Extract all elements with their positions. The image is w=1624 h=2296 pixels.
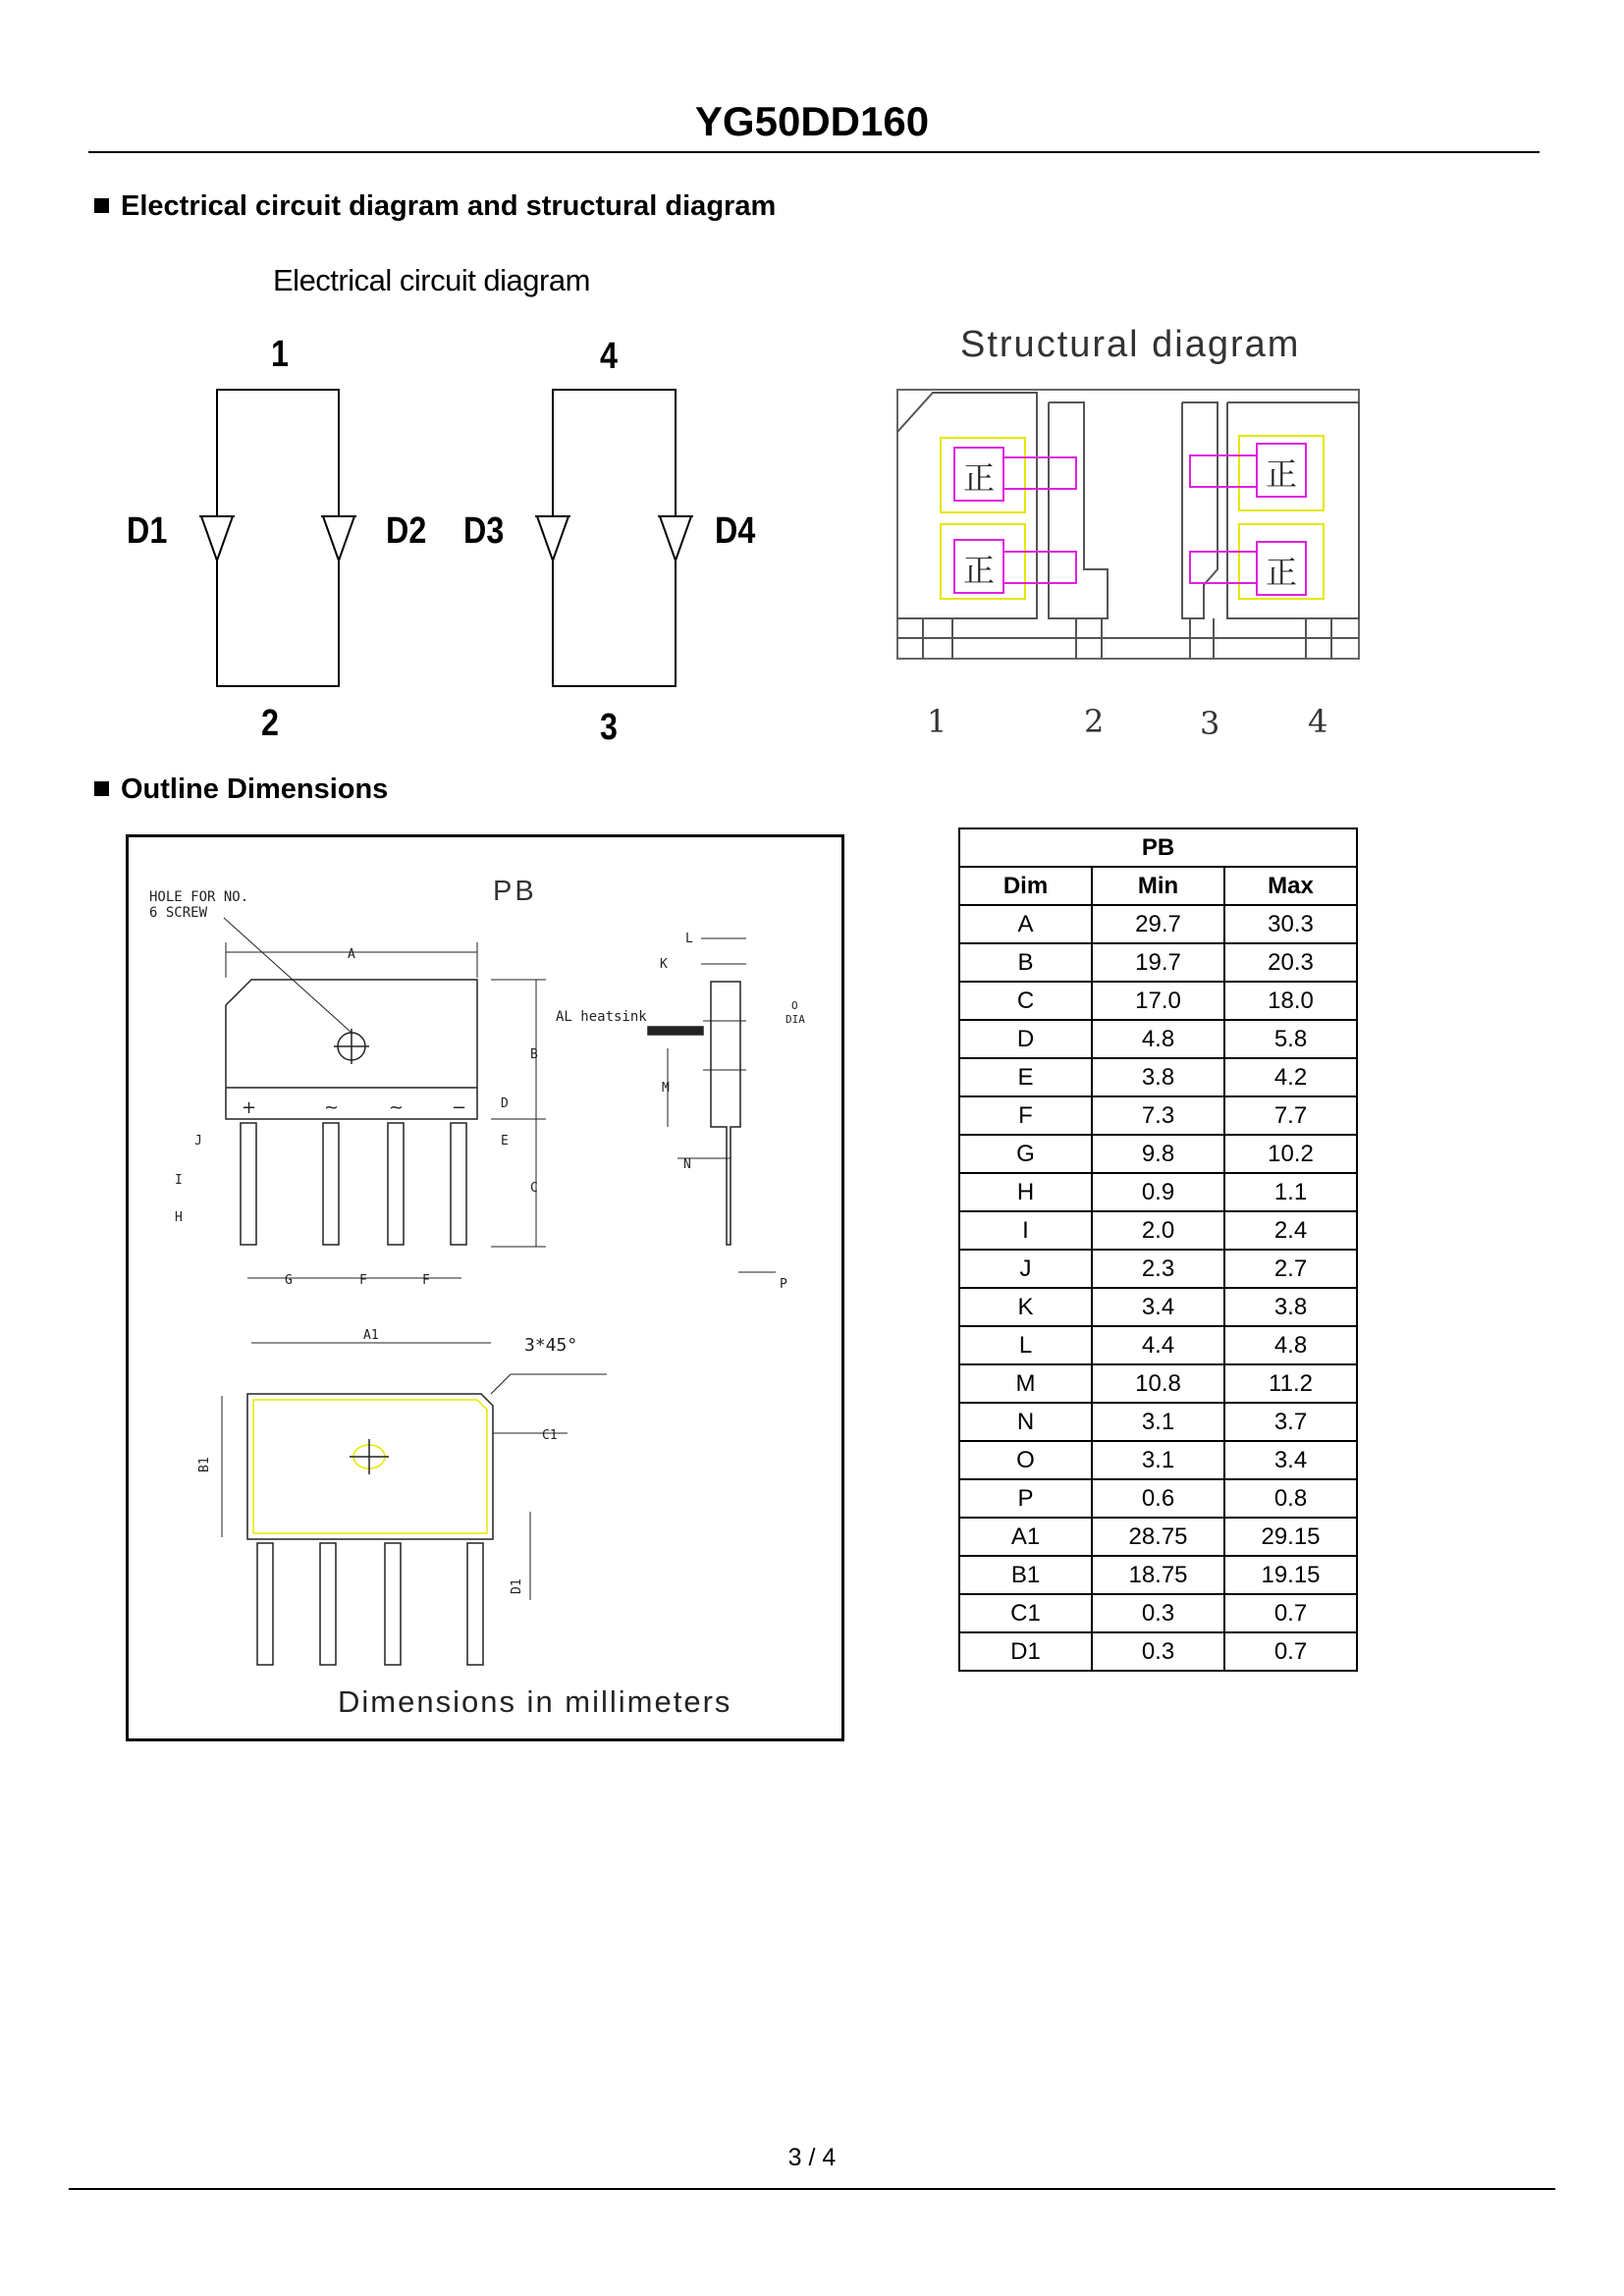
svg-text:N: N [683,1157,691,1172]
table-cell: 10.8 [1092,1364,1224,1403]
table-cell: B [959,943,1092,982]
svg-text:L: L [685,932,693,946]
struct-pin-1: 1 [927,703,947,740]
table-row [959,1173,1357,1211]
table-column-header: Dim [959,867,1092,905]
table-cell: A1 [959,1518,1092,1556]
svg-text:+: + [242,1097,257,1118]
circuit-pin-1: 1 [271,334,289,375]
heatsink-label: AL heatsink [556,1009,647,1025]
svg-text:A1: A1 [363,1328,379,1343]
table-cell: 29.15 [1224,1518,1357,1556]
bottom-rule [69,2188,1555,2190]
table-cell: 3.8 [1224,1288,1357,1326]
svg-text:K: K [660,957,668,972]
svg-text:F: F [359,1273,367,1288]
table-cell: 18.0 [1224,982,1357,1020]
svg-text:B1: B1 [197,1457,212,1472]
table-cell: A [959,905,1092,943]
table-row [959,1364,1357,1403]
chip-glyph-3: 正 [1266,455,1298,493]
table-cell: 3.1 [1092,1403,1224,1441]
table-cell: 7.3 [1092,1096,1224,1135]
svg-text:~: ~ [389,1097,405,1118]
table-cell: 17.0 [1092,982,1224,1020]
table-cell: 28.75 [1092,1518,1224,1556]
table-cell: 30.3 [1224,905,1357,943]
svg-text:E: E [501,1134,509,1148]
page-number: 3 / 4 [787,2144,837,2171]
o-dia-label-2: DIA [785,1013,805,1026]
table-cell: F [959,1096,1092,1135]
table-column-header: Max [1224,867,1357,905]
table-cell: C1 [959,1594,1092,1632]
svg-text:P: P [780,1277,787,1292]
table-row [959,1250,1357,1288]
table-cell: 19.7 [1092,943,1224,982]
table-column-header: Min [1092,867,1224,905]
structural-diagram-title: Structural diagram [960,324,1301,365]
table-cell: 7.7 [1224,1096,1357,1135]
table-cell: J [959,1250,1092,1288]
table-cell: N [959,1403,1092,1441]
circuit-pin-3: 3 [600,707,618,748]
table-cell: 20.3 [1224,943,1357,982]
struct-pin-2: 2 [1084,703,1105,740]
table-cell: 18.75 [1092,1556,1224,1594]
table-row [959,1326,1357,1364]
svg-text:D1: D1 [510,1578,524,1594]
svg-text:−: − [452,1097,467,1118]
diode-label-d1: D1 [127,510,168,552]
dimensions-units-note: Dimensions in millimeters [338,1684,732,1719]
table-cell: 0.3 [1092,1594,1224,1632]
table-cell: 4.4 [1092,1326,1224,1364]
diode-label-d3: D3 [463,510,505,552]
svg-text:C: C [530,1181,538,1196]
hole-note-line1: HOLE FOR NO. [149,889,249,905]
table-cell: D [959,1020,1092,1058]
table-row [959,982,1357,1020]
table-cell: 3.4 [1224,1441,1357,1479]
table-cell: 29.7 [1092,905,1224,943]
table-cell: 2.7 [1224,1250,1357,1288]
table-cell: 2.0 [1092,1211,1224,1250]
table-row [959,1594,1357,1632]
pin-polarity-marks [242,1097,466,1118]
table-cell: L [959,1326,1092,1364]
table-cell: 1.1 [1224,1173,1357,1211]
svg-text:A: A [348,947,355,962]
table-cell: 0.9 [1092,1173,1224,1211]
svg-text:D: D [501,1096,509,1111]
chip-glyph-4: 正 [1266,554,1298,591]
section-heading-outline-text: Outline Dimensions [121,774,389,805]
table-row [959,1020,1357,1058]
table-cell: 3.7 [1224,1403,1357,1441]
table-row [959,905,1357,943]
table-row [959,1632,1357,1671]
chamfer-label: 3*45° [524,1335,578,1356]
table-cell: 3.1 [1092,1441,1224,1479]
circuit-pin-4: 4 [600,336,618,377]
table-cell: G [959,1135,1092,1173]
table-row [959,1096,1357,1135]
table-cell: 2.4 [1224,1211,1357,1250]
table-cell: 0.7 [1224,1632,1357,1671]
table-cell: 11.2 [1224,1364,1357,1403]
table-row [959,1058,1357,1096]
o-dia-label-1: O [791,999,798,1012]
table-cell: 4.8 [1224,1326,1357,1364]
table-cell: B1 [959,1556,1092,1594]
table-row [959,1403,1357,1441]
table-cell: O [959,1441,1092,1479]
table-cell: K [959,1288,1092,1326]
table-package-header: PB [959,828,1357,867]
document-title: YG50DD160 [694,98,930,144]
table-cell: D1 [959,1632,1092,1671]
table-row [959,1211,1357,1250]
section-heading-circuit-text: Electrical circuit diagram and structural diagram [121,190,777,222]
svg-text:M: M [662,1081,670,1095]
table-cell: 2.3 [1092,1250,1224,1288]
body-bottom-view [247,1394,493,1539]
chip-glyph-2: 正 [963,552,996,589]
table-cell: 0.8 [1224,1479,1357,1518]
table-cell: 3.4 [1092,1288,1224,1326]
table-row [959,1518,1357,1556]
table-cell: 3.8 [1092,1058,1224,1096]
svg-text:C1: C1 [542,1428,558,1443]
outline-package-label: PB [493,876,537,907]
svg-text:I: I [175,1173,183,1188]
table-row [959,1479,1357,1518]
table-cell: I [959,1211,1092,1250]
table-cell: 10.2 [1224,1135,1357,1173]
hole-note-line2: 6 SCREW [149,905,208,921]
circuit-diagram-title: Electrical circuit diagram [273,263,590,297]
table-cell: H [959,1173,1092,1211]
table-cell: E [959,1058,1092,1096]
table-cell: 19.15 [1224,1556,1357,1594]
svg-text:F: F [422,1273,430,1288]
svg-text:J: J [194,1134,202,1148]
table-cell: P [959,1479,1092,1518]
table-cell: 0.7 [1224,1594,1357,1632]
svg-text:G: G [285,1273,293,1288]
table-row [959,1556,1357,1594]
table-cell: 0.6 [1092,1479,1224,1518]
table-cell: 4.2 [1224,1058,1357,1096]
table-row [959,943,1357,982]
table-row [959,1441,1357,1479]
table-cell: 5.8 [1224,1020,1357,1058]
svg-text:H: H [175,1210,183,1225]
chip-glyph-1: 正 [963,459,996,497]
table-row [959,1135,1357,1173]
table-cell: M [959,1364,1092,1403]
struct-pin-3: 3 [1200,705,1220,742]
table-cell: 4.8 [1092,1020,1224,1058]
table-cell: 0.3 [1092,1632,1224,1671]
svg-text:B: B [530,1047,538,1062]
table-cell: 9.8 [1092,1135,1224,1173]
struct-pin-4: 4 [1308,703,1328,740]
table-cell: C [959,982,1092,1020]
diode-label-d2: D2 [386,510,427,552]
diode-label-d4: D4 [715,510,756,552]
dimensions-table [958,828,1358,1672]
svg-text:~: ~ [324,1097,340,1118]
table-row [959,1288,1357,1326]
circuit-pin-2: 2 [261,703,279,744]
